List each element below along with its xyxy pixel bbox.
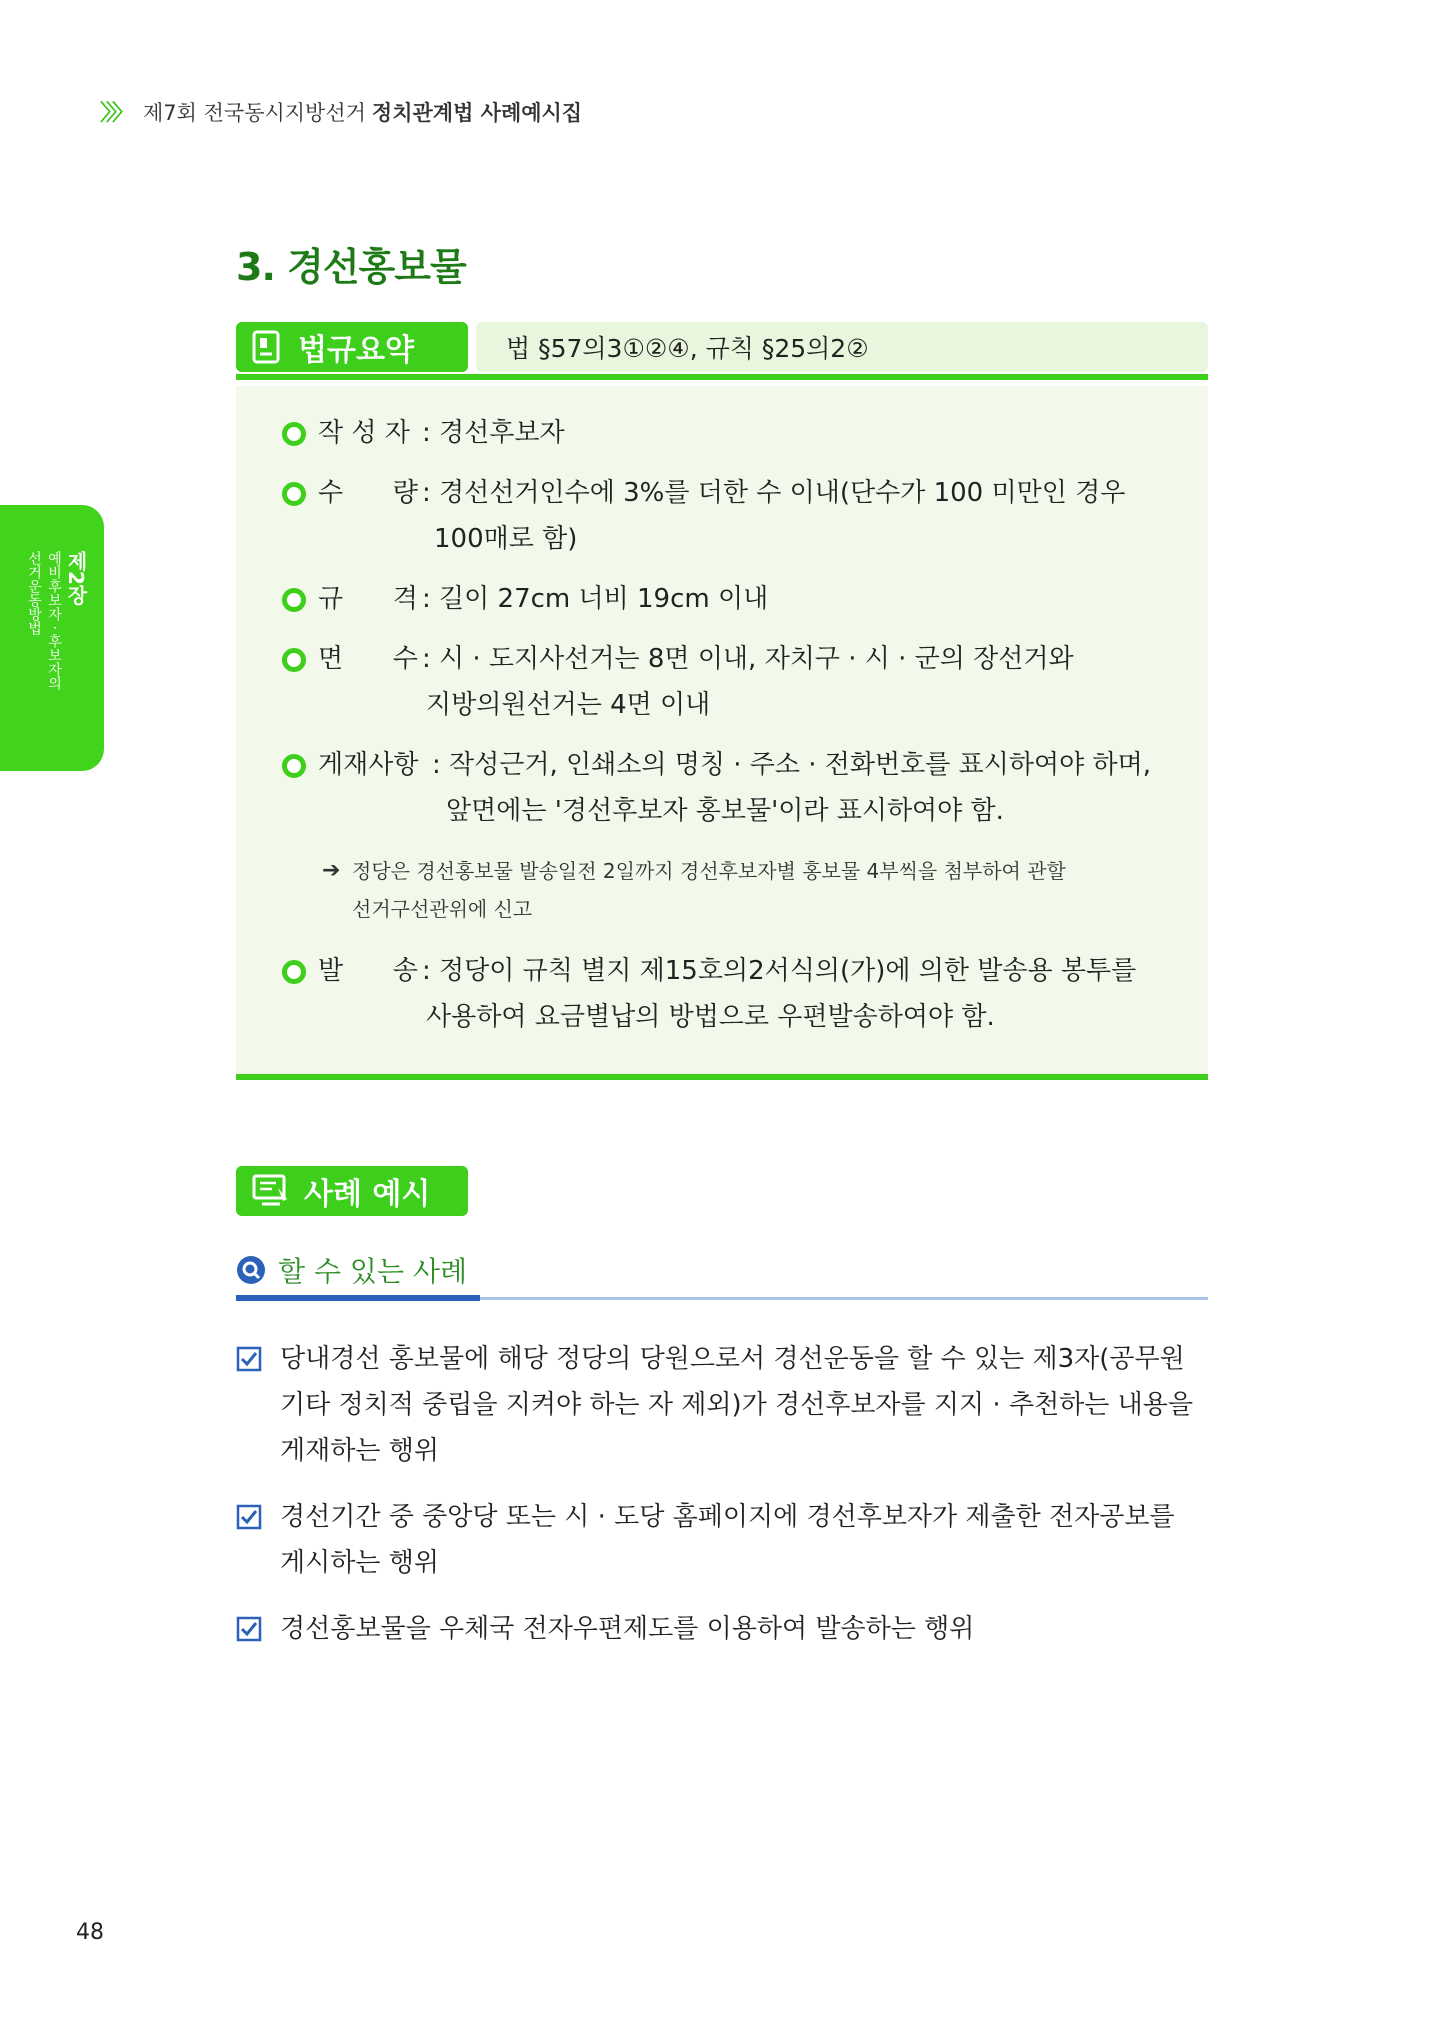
bullet-icon: [282, 422, 306, 446]
bullet-icon: [282, 960, 306, 984]
rule-value: : 작성근거, 인쇄소의 명칭 · 주소 · 전화번호를 표시하여야 하며,: [432, 750, 1151, 780]
allowed-cases-heading: [236, 1250, 467, 1290]
case-line: 당내경선 홍보물에 해당 정당의 당원으로서 경선운동을 할 수 있는 제3자(공무원: [280, 1344, 1185, 1374]
case-item: [236, 1606, 1208, 1652]
case-item: [236, 1494, 1208, 1586]
checkbox-icon: [236, 1616, 262, 1642]
bullet-icon: [282, 648, 306, 672]
rule-continuation: 지방의원선거는 4면 이내: [426, 690, 711, 720]
rule-label: 규 격: [318, 584, 418, 614]
page-number: 48: [76, 1920, 104, 1945]
note-line: 정당은 경선홍보물 발송일전 2일까지 경선후보자별 홍보물 4부씩을 첨부하여 관할: [352, 859, 1066, 883]
rule-delivery: [282, 948, 1152, 1040]
rule-label: 수 량: [318, 478, 418, 508]
chapter-title-line2: 선거운동방법: [26, 551, 42, 635]
checkbox-icon: [236, 1504, 262, 1530]
magnifier-icon: [236, 1255, 266, 1285]
document-icon: [252, 330, 280, 364]
case-line: 게재하는 행위: [280, 1436, 439, 1466]
case-line: 게시하는 행위: [280, 1548, 439, 1578]
rule-size: [282, 576, 1152, 622]
rule-label: 면 수: [318, 644, 418, 674]
law-summary-bar: [236, 322, 1208, 372]
header-edition: 제7회 전국동시지방선거: [143, 100, 366, 125]
bullet-icon: [282, 588, 306, 612]
rule-label: 게재사항: [318, 750, 419, 780]
law-summary-badge: [236, 322, 468, 372]
rule-continuation: 100매로 함): [434, 524, 578, 554]
rule-value: : 시 · 도지사선거는 8면 이내, 자치구 · 시 · 군의 장선거와: [422, 644, 1074, 674]
rule-label: 작 성 자: [318, 418, 410, 448]
rule-continuation: 앞면에는 '경선후보자 홍보물'이라 표시하여야 함.: [446, 796, 1004, 826]
case-line: 경선홍보물을 우체국 전자우편제도를 이용하여 발송하는 행위: [280, 1614, 975, 1644]
rule-label: 발 송: [318, 956, 418, 986]
monitor-icon: [252, 1174, 290, 1208]
rule-value: : 경선후보자: [422, 418, 565, 448]
rule-pages: [282, 636, 1152, 728]
rule-contents-note: [322, 852, 1202, 928]
summary-top-rule: [236, 374, 1208, 380]
summary-bottom-rule: [236, 1074, 1208, 1080]
rule-value: : 경선선거인수에 3%를 더한 수 이내(단수가 100 미만인 경우: [422, 478, 1126, 508]
rule-continuation: 사용하여 요금별납의 방법으로 우편발송하여야 함.: [426, 1002, 995, 1032]
section-title: 3. 경선홍보물: [236, 245, 466, 289]
chapter-title-line1: 예비후보자 · 후보자의: [46, 551, 62, 691]
running-header: [100, 96, 582, 127]
chapter-number: 제2장: [64, 551, 88, 605]
checkbox-icon: [236, 1346, 262, 1372]
rule-value: : 길이 27cm 너비 19cm 이내: [422, 584, 769, 614]
heading-rule-accent: [236, 1295, 480, 1301]
case-item: [236, 1336, 1208, 1474]
allowed-cases-label: 할 수 있는 사례: [278, 1255, 467, 1288]
examples-badge: [236, 1166, 468, 1216]
rule-author: [282, 410, 1152, 456]
law-summary-box: [236, 386, 1208, 1074]
examples-label: 사례 예시: [304, 1177, 431, 1212]
rule-value: : 정당이 규칙 별지 제15호의2서식의(가)에 의한 발송용 봉투를: [422, 956, 1137, 986]
bullet-icon: [282, 482, 306, 506]
header-title: 정치관계법 사례예시집: [371, 100, 583, 125]
case-line: 경선기간 중 중앙당 또는 시 · 도당 홈페이지에 경선후보자가 제출한 전자공보를: [280, 1502, 1175, 1532]
rule-contents: [282, 742, 1152, 834]
chapter-side-tab: [0, 505, 104, 771]
note-line: 선거구선관위에 신고: [352, 897, 533, 921]
law-reference: 법 §57의3①②④, 규칙 §25의2②: [476, 322, 1208, 372]
law-summary-label: 법규요약: [298, 333, 414, 368]
case-line: 기타 정치적 중립을 지켜야 하는 자 제외)가 경선후보자를 지지 · 추천하는 내용을: [280, 1390, 1194, 1420]
rule-quantity: [282, 470, 1152, 562]
arrow-icon: ➔: [322, 858, 341, 883]
chevron-icon: 〉〉〉: [100, 101, 130, 126]
bullet-icon: [282, 754, 306, 778]
